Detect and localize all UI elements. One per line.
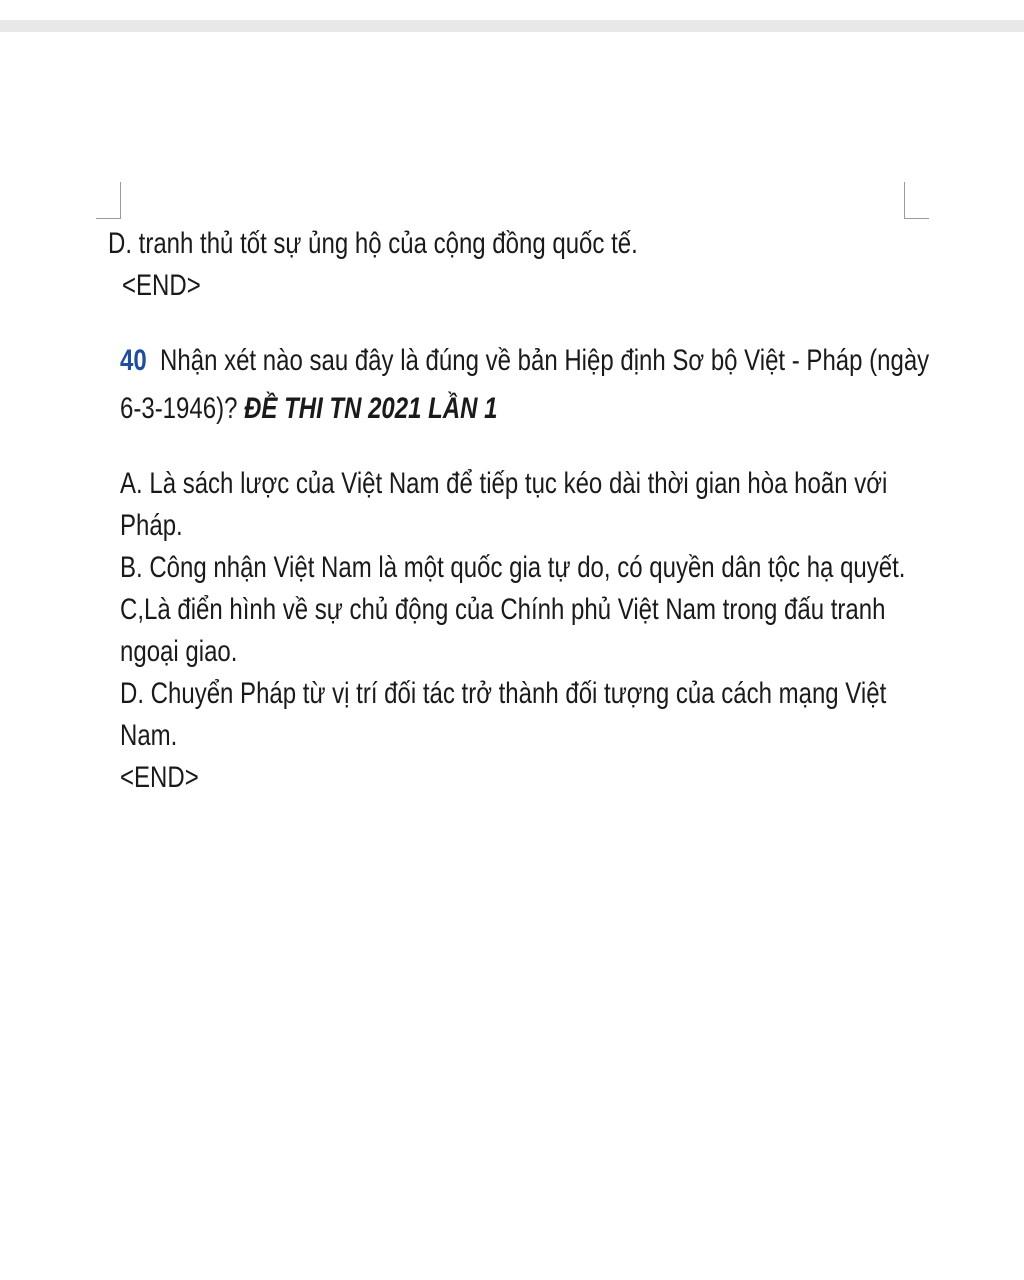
margin-mark-right-horizontal <box>904 218 929 219</box>
option-d-line-1: D. Chuyển Pháp từ vị trí đối tác trở thành đối tượng của cách mạng Việt <box>120 677 887 710</box>
question-line-2 <box>120 391 497 427</box>
option-a-line-2: Pháp. <box>120 509 183 542</box>
option-d-line-2: Nam. <box>120 719 178 752</box>
end-marker: <END> <box>120 761 199 794</box>
question-text-line-1: Nhận xét nào sau đây là đúng về bản Hiệp định Sơ bộ Việt - Pháp (ngày <box>160 344 930 377</box>
option-a-line-1: A. Là sách lược của Việt Nam để tiếp tục kéo dài thời gian hòa hoãn với <box>120 467 888 500</box>
question-text-line-2: 6-3-1946)? <box>120 392 238 425</box>
margin-mark-left <box>120 182 121 219</box>
margin-mark-right <box>904 182 905 219</box>
option-b: B. Công nhận Việt Nam là một quốc gia tự do, có quyền dân tộc hạ quyết. <box>120 551 906 584</box>
margin-mark-left-horizontal <box>96 218 121 219</box>
question-number: 40 <box>120 344 147 377</box>
top-band <box>0 20 1024 32</box>
option-c-line-2: ngoại giao. <box>120 635 238 668</box>
exam-tag: ĐỀ THI TN 2021 LẦN 1 <box>244 392 498 425</box>
question-line-1 <box>120 343 929 379</box>
option-c-line-1: C,Là điển hình về sự chủ động của Chính phủ Việt Nam trong đấu tranh <box>120 593 886 626</box>
previous-option-d: D. tranh thủ tốt sự ủng hộ của cộng đồng quốc tế. <box>108 227 638 260</box>
previous-end-marker: <END> <box>122 269 201 302</box>
